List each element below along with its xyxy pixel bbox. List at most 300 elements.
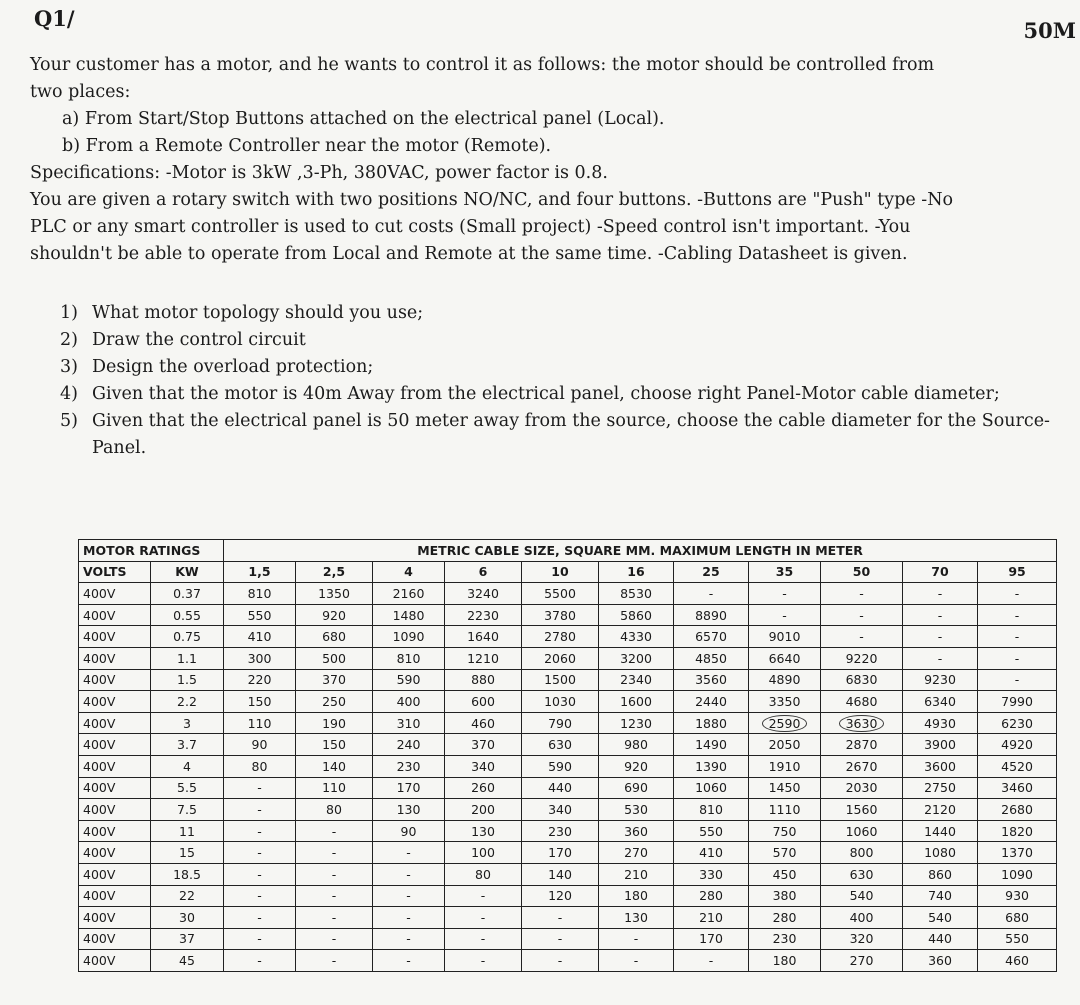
length-cell bbox=[674, 820, 749, 842]
kw-cell: 1.1 bbox=[151, 647, 224, 669]
length-cell bbox=[522, 928, 599, 950]
length-cell bbox=[373, 928, 445, 950]
kw-cell: 11 bbox=[151, 820, 224, 842]
length-cell bbox=[599, 885, 674, 907]
length-value: 1560 bbox=[845, 801, 878, 817]
length-value: - bbox=[1014, 629, 1020, 645]
length-cell bbox=[674, 777, 749, 799]
length-value: 80 bbox=[475, 866, 491, 882]
length-value: 6570 bbox=[695, 629, 727, 645]
kw-cell: 0.55 bbox=[151, 604, 224, 626]
length-cell bbox=[599, 583, 674, 605]
length-cell bbox=[749, 712, 821, 734]
length-value: - bbox=[406, 866, 411, 882]
table-body bbox=[79, 583, 1057, 972]
length-cell bbox=[522, 777, 599, 799]
length-cell bbox=[749, 626, 821, 648]
length-value: 210 bbox=[624, 866, 648, 882]
length-cell bbox=[445, 907, 522, 929]
length-cell bbox=[373, 647, 445, 669]
length-value: 800 bbox=[849, 845, 874, 861]
kw-cell: 7.5 bbox=[151, 799, 224, 821]
length-value: 3560 bbox=[695, 672, 727, 688]
spec-line: Specifications: -Motor is 3kW ,3-Ph, 380VAC, power factor is 0.8. bbox=[30, 163, 608, 183]
cable-datasheet bbox=[78, 539, 1056, 972]
cable-size-header: 25 bbox=[674, 561, 749, 583]
length-value: 130 bbox=[396, 801, 421, 817]
length-cell bbox=[224, 907, 296, 929]
length-value: 540 bbox=[849, 888, 874, 904]
length-value: 370 bbox=[322, 672, 346, 688]
length-value: 1490 bbox=[695, 737, 727, 753]
length-value: 1440 bbox=[924, 823, 956, 839]
length-cell bbox=[749, 799, 821, 821]
length-cell bbox=[903, 734, 978, 756]
length-cell bbox=[821, 777, 903, 799]
length-value: 680 bbox=[322, 629, 346, 645]
length-value: 180 bbox=[624, 888, 648, 904]
volts-cell: 400V bbox=[79, 799, 151, 821]
length-cell bbox=[674, 647, 749, 669]
length-cell bbox=[674, 907, 749, 929]
length-value: 9220 bbox=[845, 650, 878, 666]
volts-cell: 400V bbox=[79, 777, 151, 799]
length-cell bbox=[445, 669, 522, 691]
length-value: 110 bbox=[322, 780, 346, 796]
length-cell bbox=[296, 799, 373, 821]
volts-cell: 400V bbox=[79, 626, 151, 648]
length-value: 550 bbox=[699, 823, 723, 839]
length-cell bbox=[749, 885, 821, 907]
length-value: 1390 bbox=[695, 758, 727, 774]
length-value: 300 bbox=[247, 650, 272, 666]
length-value: - bbox=[406, 953, 411, 969]
length-cell bbox=[224, 647, 296, 669]
length-value: - bbox=[937, 607, 943, 623]
length-value: 540 bbox=[928, 909, 952, 925]
length-cell bbox=[445, 863, 522, 885]
length-cell bbox=[373, 712, 445, 734]
length-value: - bbox=[859, 607, 864, 623]
length-value: 260 bbox=[471, 780, 495, 796]
table-row bbox=[79, 691, 1057, 713]
length-value: 1350 bbox=[318, 585, 350, 601]
length-value: 6830 bbox=[845, 672, 878, 688]
length-cell bbox=[903, 907, 978, 929]
question-item-number: 2) bbox=[60, 330, 78, 350]
length-value: 2160 bbox=[392, 585, 425, 601]
volts-cell: 400V bbox=[79, 928, 151, 950]
length-cell bbox=[599, 604, 674, 626]
length-cell bbox=[224, 626, 296, 648]
length-value: 1910 bbox=[768, 758, 801, 774]
length-cell bbox=[749, 669, 821, 691]
length-value: 110 bbox=[247, 715, 272, 731]
length-cell bbox=[903, 799, 978, 821]
length-cell bbox=[821, 928, 903, 950]
table-row bbox=[79, 928, 1057, 950]
length-value: - bbox=[257, 845, 262, 861]
length-value: 440 bbox=[548, 780, 572, 796]
length-cell bbox=[522, 583, 599, 605]
length-value: - bbox=[859, 585, 864, 601]
length-cell bbox=[224, 777, 296, 799]
table-row bbox=[79, 626, 1057, 648]
length-cell bbox=[821, 799, 903, 821]
length-cell bbox=[821, 820, 903, 842]
length-cell bbox=[373, 885, 445, 907]
length-value: - bbox=[257, 953, 262, 969]
length-cell bbox=[522, 669, 599, 691]
length-cell bbox=[821, 712, 903, 734]
length-cell bbox=[296, 604, 373, 626]
length-value: - bbox=[633, 931, 639, 947]
length-value: 270 bbox=[624, 845, 648, 861]
length-cell bbox=[903, 928, 978, 950]
length-cell bbox=[296, 885, 373, 907]
length-value: 2120 bbox=[924, 801, 956, 817]
length-value: 130 bbox=[624, 909, 648, 925]
length-cell bbox=[978, 885, 1057, 907]
length-value: 200 bbox=[471, 801, 495, 817]
intro-line: Your customer has a motor, and he wants to control it as follows: the motor should be controlled from bbox=[30, 55, 935, 75]
length-value: - bbox=[557, 909, 563, 925]
length-cell bbox=[445, 799, 522, 821]
length-value: - bbox=[1014, 585, 1020, 601]
length-value: 1480 bbox=[392, 607, 425, 623]
length-value: 1090 bbox=[1001, 866, 1033, 882]
length-value: 4930 bbox=[924, 715, 956, 731]
volts-cell: 400V bbox=[79, 950, 151, 972]
length-cell bbox=[373, 755, 445, 777]
length-value: 9010 bbox=[768, 629, 801, 645]
length-cell bbox=[674, 863, 749, 885]
length-cell bbox=[373, 950, 445, 972]
length-cell bbox=[674, 799, 749, 821]
length-value: 150 bbox=[322, 737, 346, 753]
table-row bbox=[79, 950, 1057, 972]
length-cell bbox=[749, 950, 821, 972]
length-cell bbox=[522, 626, 599, 648]
table-row bbox=[79, 755, 1057, 777]
length-value: 3200 bbox=[620, 650, 652, 666]
length-value: 380 bbox=[772, 888, 797, 904]
length-value: 790 bbox=[548, 715, 572, 731]
length-value: 270 bbox=[849, 953, 874, 969]
length-value: - bbox=[331, 866, 337, 882]
length-cell bbox=[978, 734, 1057, 756]
length-value: 1090 bbox=[392, 629, 425, 645]
length-cell bbox=[296, 755, 373, 777]
volts-cell: 400V bbox=[79, 755, 151, 777]
length-cell bbox=[445, 777, 522, 799]
length-value: 1450 bbox=[768, 780, 801, 796]
length-value: 460 bbox=[471, 715, 495, 731]
length-value: 2440 bbox=[695, 693, 727, 709]
length-cell bbox=[749, 691, 821, 713]
length-value: 250 bbox=[322, 693, 346, 709]
length-cell bbox=[978, 799, 1057, 821]
length-value: - bbox=[257, 801, 262, 817]
table-row bbox=[79, 604, 1057, 626]
question-item-text: Draw the control circuit bbox=[92, 330, 306, 350]
length-cell bbox=[296, 647, 373, 669]
length-value: 810 bbox=[699, 801, 723, 817]
length-cell bbox=[522, 647, 599, 669]
table-row bbox=[79, 777, 1057, 799]
table-row bbox=[79, 907, 1057, 929]
length-cell bbox=[821, 583, 903, 605]
question-list bbox=[60, 300, 1070, 462]
table-row bbox=[79, 734, 1057, 756]
question-item bbox=[60, 354, 1070, 381]
length-cell bbox=[373, 842, 445, 864]
length-cell bbox=[821, 691, 903, 713]
length-cell bbox=[749, 604, 821, 626]
length-value: 220 bbox=[247, 672, 272, 688]
length-cell bbox=[599, 626, 674, 648]
table-row bbox=[79, 885, 1057, 907]
cable-size-header: 70 bbox=[903, 561, 978, 583]
length-value: - bbox=[480, 931, 486, 947]
length-value: 3780 bbox=[544, 607, 576, 623]
table-row bbox=[79, 820, 1057, 842]
length-value: 170 bbox=[699, 931, 723, 947]
length-cell bbox=[373, 583, 445, 605]
length-value: 170 bbox=[396, 780, 421, 796]
length-cell bbox=[749, 842, 821, 864]
length-value: - bbox=[937, 650, 943, 666]
kw-cell: 45 bbox=[151, 950, 224, 972]
length-cell bbox=[373, 799, 445, 821]
kw-cell: 37 bbox=[151, 928, 224, 950]
table-row bbox=[79, 863, 1057, 885]
length-cell bbox=[599, 755, 674, 777]
length-value: - bbox=[331, 909, 337, 925]
length-cell bbox=[224, 712, 296, 734]
volts-cell: 400V bbox=[79, 885, 151, 907]
length-cell bbox=[522, 734, 599, 756]
length-value: - bbox=[708, 585, 714, 601]
length-cell bbox=[522, 885, 599, 907]
table-row bbox=[79, 647, 1057, 669]
length-cell bbox=[599, 907, 674, 929]
length-value: 860 bbox=[928, 866, 952, 882]
length-cell bbox=[599, 647, 674, 669]
length-value: 310 bbox=[396, 715, 421, 731]
length-value: - bbox=[331, 823, 337, 839]
length-value: - bbox=[557, 953, 563, 969]
length-value: 80 bbox=[251, 758, 268, 774]
question-item-text: Design the overload protection; bbox=[92, 357, 374, 377]
length-value: 460 bbox=[1005, 953, 1029, 969]
length-cell bbox=[445, 820, 522, 842]
length-value: 3240 bbox=[467, 585, 499, 601]
length-cell bbox=[903, 820, 978, 842]
length-cell bbox=[445, 950, 522, 972]
length-value: 4920 bbox=[1001, 737, 1033, 753]
length-value: - bbox=[257, 909, 262, 925]
length-value: 1600 bbox=[620, 693, 652, 709]
length-value: - bbox=[1014, 607, 1020, 623]
length-cell bbox=[296, 820, 373, 842]
length-cell bbox=[674, 734, 749, 756]
length-value: 140 bbox=[548, 866, 572, 882]
length-value: - bbox=[406, 931, 411, 947]
length-value: 3900 bbox=[924, 737, 956, 753]
length-cell bbox=[296, 863, 373, 885]
length-cell bbox=[903, 950, 978, 972]
length-value: 230 bbox=[548, 823, 572, 839]
length-cell bbox=[224, 669, 296, 691]
length-value: - bbox=[331, 845, 337, 861]
length-value: 2050 bbox=[768, 737, 801, 753]
question-item-text: Given that the motor is 40m Away from the electrical panel, choose right Panel-Motor cable diameter; bbox=[92, 384, 1000, 404]
length-cell bbox=[445, 691, 522, 713]
length-value: 630 bbox=[548, 737, 572, 753]
volts-cell: 400V bbox=[79, 820, 151, 842]
question-item bbox=[60, 381, 1070, 408]
motor-ratings-header: MOTOR RATINGS bbox=[79, 540, 224, 562]
length-cell bbox=[749, 907, 821, 929]
length-value: 2590 bbox=[762, 715, 808, 732]
length-value: 1060 bbox=[695, 780, 727, 796]
table-row bbox=[79, 842, 1057, 864]
length-value: - bbox=[1014, 650, 1020, 666]
length-cell bbox=[821, 950, 903, 972]
length-value: 1820 bbox=[1001, 823, 1033, 839]
length-value: 2030 bbox=[845, 780, 878, 796]
length-value: - bbox=[257, 888, 262, 904]
sub-item: a) From Start/Stop Buttons attached on the electrical panel (Local). bbox=[62, 109, 665, 129]
length-cell bbox=[821, 863, 903, 885]
length-value: 450 bbox=[772, 866, 797, 882]
length-value: 1080 bbox=[924, 845, 956, 861]
length-cell bbox=[978, 950, 1057, 972]
length-cell bbox=[978, 669, 1057, 691]
length-cell bbox=[445, 842, 522, 864]
length-cell bbox=[978, 777, 1057, 799]
length-cell bbox=[978, 928, 1057, 950]
volts-cell: 400V bbox=[79, 669, 151, 691]
length-value: 810 bbox=[247, 585, 272, 601]
length-cell bbox=[903, 885, 978, 907]
length-cell bbox=[445, 604, 522, 626]
length-value: 2750 bbox=[924, 780, 956, 796]
kw-cell: 5.5 bbox=[151, 777, 224, 799]
length-value: 690 bbox=[624, 780, 648, 796]
length-cell bbox=[599, 734, 674, 756]
length-cell bbox=[978, 755, 1057, 777]
length-cell bbox=[445, 626, 522, 648]
question-item-text: What motor topology should you use; bbox=[92, 303, 424, 323]
length-cell bbox=[978, 907, 1057, 929]
length-value: 150 bbox=[247, 693, 272, 709]
length-cell bbox=[522, 799, 599, 821]
length-value: 330 bbox=[699, 866, 723, 882]
length-cell bbox=[522, 755, 599, 777]
cable-size-header: 10 bbox=[522, 561, 599, 583]
length-cell bbox=[749, 928, 821, 950]
length-value: 410 bbox=[699, 845, 723, 861]
length-cell bbox=[903, 669, 978, 691]
cable-size-header: 35 bbox=[749, 561, 821, 583]
column-header-row bbox=[79, 561, 1057, 583]
length-value: 140 bbox=[322, 758, 346, 774]
length-value: - bbox=[257, 866, 262, 882]
volts-cell: 400V bbox=[79, 842, 151, 864]
volts-cell: 400V bbox=[79, 863, 151, 885]
length-value: 4890 bbox=[768, 672, 801, 688]
length-cell bbox=[522, 691, 599, 713]
table-row bbox=[79, 669, 1057, 691]
volts-cell: 400V bbox=[79, 691, 151, 713]
length-cell bbox=[821, 842, 903, 864]
table-row bbox=[79, 583, 1057, 605]
length-cell bbox=[674, 842, 749, 864]
length-cell bbox=[224, 863, 296, 885]
length-value: 550 bbox=[247, 607, 272, 623]
length-cell bbox=[821, 669, 903, 691]
length-cell bbox=[296, 691, 373, 713]
length-cell bbox=[978, 712, 1057, 734]
length-value: - bbox=[782, 607, 787, 623]
length-value: 3600 bbox=[924, 758, 956, 774]
length-value: 120 bbox=[548, 888, 572, 904]
length-cell bbox=[599, 863, 674, 885]
kw-cell: 18.5 bbox=[151, 863, 224, 885]
spec-line: You are given a rotary switch with two positions NO/NC, and four buttons. -Buttons are "Push" type -No bbox=[30, 190, 954, 210]
length-value: - bbox=[257, 780, 262, 796]
length-value: - bbox=[331, 931, 337, 947]
length-value: 1110 bbox=[768, 801, 801, 817]
length-value: 2060 bbox=[544, 650, 576, 666]
length-value: 100 bbox=[471, 845, 495, 861]
length-value: 2780 bbox=[544, 629, 576, 645]
length-cell bbox=[599, 712, 674, 734]
length-cell bbox=[373, 691, 445, 713]
length-cell bbox=[903, 863, 978, 885]
length-cell bbox=[978, 691, 1057, 713]
volts-cell: 400V bbox=[79, 712, 151, 734]
length-value: 980 bbox=[624, 737, 648, 753]
length-cell bbox=[749, 734, 821, 756]
question-item-text: Given that the electrical panel is 50 meter away from the source, choose the cable diameter for the Source-Panel. bbox=[92, 411, 1050, 458]
volts-header: VOLTS bbox=[79, 561, 151, 583]
question-item-number: 4) bbox=[60, 384, 78, 404]
length-cell bbox=[903, 604, 978, 626]
length-cell bbox=[903, 583, 978, 605]
length-cell bbox=[599, 928, 674, 950]
length-cell bbox=[599, 669, 674, 691]
length-cell bbox=[903, 842, 978, 864]
length-cell bbox=[522, 820, 599, 842]
length-value: 590 bbox=[548, 758, 572, 774]
length-value: 2340 bbox=[620, 672, 652, 688]
length-cell bbox=[821, 604, 903, 626]
kw-cell: 0.37 bbox=[151, 583, 224, 605]
question-item bbox=[60, 300, 1070, 327]
kw-cell: 30 bbox=[151, 907, 224, 929]
length-cell bbox=[373, 626, 445, 648]
length-value: - bbox=[331, 953, 337, 969]
length-cell bbox=[749, 647, 821, 669]
length-cell bbox=[522, 712, 599, 734]
length-value: 130 bbox=[471, 823, 495, 839]
length-value: 9230 bbox=[924, 672, 956, 688]
cable-size-header: 6 bbox=[445, 561, 522, 583]
length-value: 590 bbox=[396, 672, 421, 688]
